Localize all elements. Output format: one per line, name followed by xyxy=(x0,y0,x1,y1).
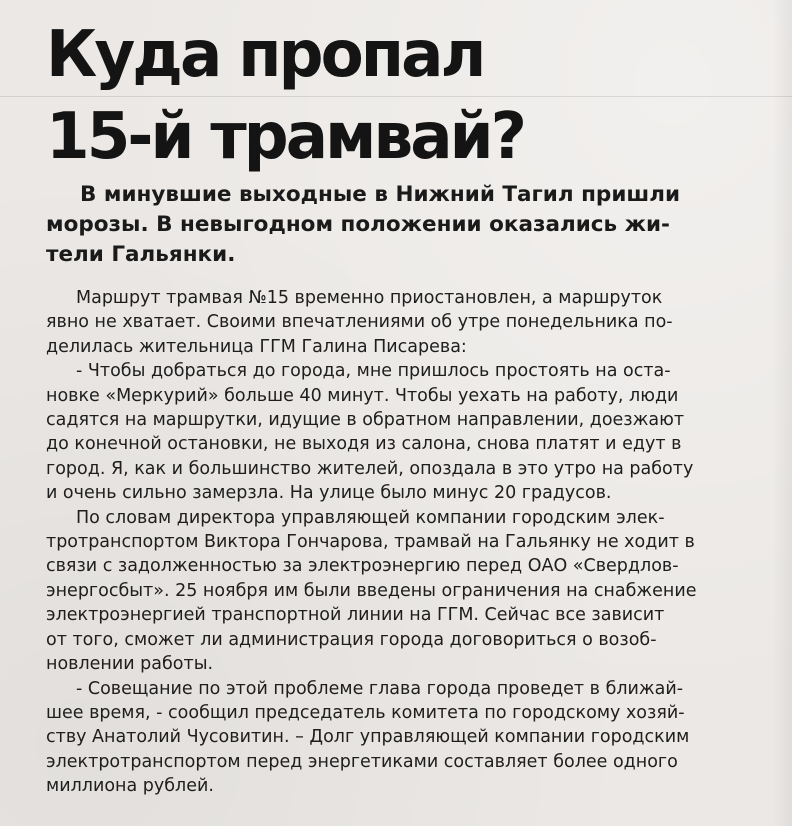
body-line: и очень сильно замерзла. На улице было минус 20 градусов. xyxy=(46,483,612,504)
article-lead xyxy=(46,180,786,270)
article-headline xyxy=(46,14,771,178)
headline-line: 15-й трамвай? xyxy=(46,100,525,174)
body-line: электротранспортом перед энергетиками составляет более одного xyxy=(46,751,678,772)
body-line: от того, сможет ли администрация города договориться о возоб- xyxy=(46,629,657,650)
body-line: делилась жительница ГГМ Галина Писарева: xyxy=(46,336,467,357)
lead-line: В минувшие выходные в Нижний Тагил пришли xyxy=(80,182,681,207)
lead-line: морозы. В невыгодном положении оказались жи- xyxy=(46,212,670,237)
body-line: садятся на маршрутки, идущие в обратном направлении, доезжают xyxy=(46,410,685,431)
article-body xyxy=(46,286,786,799)
body-line: - Чтобы добраться до города, мне пришлось простоять на оста- xyxy=(76,361,671,382)
headline-line: Куда пропал xyxy=(46,18,484,92)
page-edge-shadow xyxy=(772,0,792,826)
body-line: шее время, - сообщил председатель комитета по городскому хозяй- xyxy=(46,702,685,723)
body-line: миллиона рублей. xyxy=(46,776,214,797)
lead-line: тели Гальянки. xyxy=(46,242,236,267)
body-line: новлении работы. xyxy=(46,654,214,675)
body-line: По словам директора управляющей компании городским элек- xyxy=(76,507,665,528)
body-line: до конечной остановки, не выходя из салона, снова платят и едут в xyxy=(46,434,682,455)
body-line: Маршрут трамвая №15 временно приостановлен, а маршруток xyxy=(76,288,663,308)
body-line: электроэнергией транспортной линии на ГГМ. Сейчас все зависит xyxy=(46,605,665,626)
body-line: связи с задолженностью за электроэнергию перед ОАО «Свердлов- xyxy=(46,556,679,577)
body-line: тротранспортом Виктора Гончарова, трамвай на Гальянку не ходит в xyxy=(46,532,695,553)
body-line: энергосбыт». 25 ноября им были введены ограничения на снабжение xyxy=(46,580,697,601)
body-line: явно не хватает. Своими впечатлениями об утре понедельника по- xyxy=(46,312,673,333)
body-line: - Совещание по этой проблеме глава города проведет в ближай- xyxy=(76,678,684,699)
body-line: новке «Меркурий» больше 40 минут. Чтобы уехать на работу, люди xyxy=(46,385,679,406)
body-line: ству Анатолий Чусовитин. – Долг управляющей компании городским xyxy=(46,727,690,748)
body-line: город. Я, как и большинство жителей, опоздала в это утро на работу xyxy=(46,458,694,479)
